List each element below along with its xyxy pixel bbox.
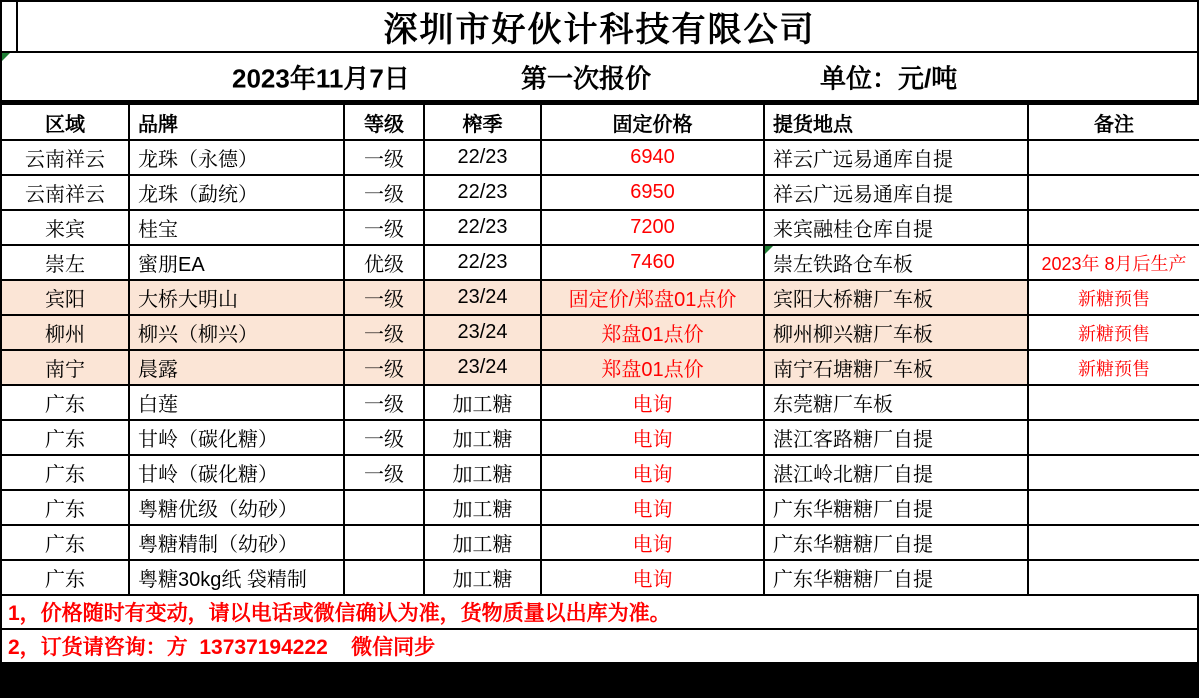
- error-flag-icon: [765, 246, 773, 254]
- cell-region: 南宁: [1, 350, 129, 385]
- table-row: [1, 210, 1199, 245]
- cell-price: 电询: [541, 385, 764, 420]
- cell-season: 22/23: [424, 140, 541, 175]
- cell-region: 广东: [1, 560, 129, 595]
- cell-remark: [1028, 455, 1199, 490]
- cell-price: 7200: [541, 210, 764, 245]
- table-row: [1, 245, 1199, 280]
- cell-season: 23/24: [424, 315, 541, 350]
- cell-price: 电询: [541, 420, 764, 455]
- cell-price: 电询: [541, 525, 764, 560]
- table-row: [1, 490, 1199, 525]
- cell-brand: 晨露: [129, 350, 344, 385]
- cell-location: 广东华糖糖厂自提: [764, 525, 1028, 560]
- column-header-brand: 品牌: [129, 104, 344, 140]
- cell-brand: 大桥大明山: [129, 280, 344, 315]
- cell-grade: [344, 560, 424, 595]
- cell-location: 广东华糖糖厂自提: [764, 490, 1028, 525]
- cell-brand: 桂宝: [129, 210, 344, 245]
- cell-season: 加工糖: [424, 490, 541, 525]
- column-header-remark: 备注: [1028, 104, 1199, 140]
- unit-label: 单位：元/吨: [820, 63, 958, 93]
- cell-region: 宾阳: [1, 280, 129, 315]
- cell-season: 22/23: [424, 210, 541, 245]
- cell-season: 23/24: [424, 350, 541, 385]
- cell-location: 宾阳大桥糖厂车板: [764, 280, 1028, 315]
- footer-note-1: 1，价格随时有变动，请以电话或微信确认为准，货物质量以出库为准。: [0, 596, 1199, 630]
- cell-region: 来宾: [1, 210, 129, 245]
- cell-region: 崇左: [1, 245, 129, 280]
- cell-season: 加工糖: [424, 455, 541, 490]
- cell-brand: 柳兴（柳兴）: [129, 315, 344, 350]
- cell-remark: [1028, 175, 1199, 210]
- title-cell-divider: [16, 2, 18, 51]
- cell-price: 固定价/郑盘01点价: [541, 280, 764, 315]
- price-table: [0, 103, 1199, 596]
- cell-grade: 一级: [344, 280, 424, 315]
- column-header-price: 固定价格: [541, 104, 764, 140]
- cell-brand: 蜜朋EA: [129, 245, 344, 280]
- quote-round: 第一次报价: [521, 63, 652, 93]
- title-row: [0, 0, 1199, 53]
- cell-remark: [1028, 420, 1199, 455]
- cell-region: 广东: [1, 420, 129, 455]
- cell-remark: [1028, 560, 1199, 595]
- cell-season: 23/24: [424, 280, 541, 315]
- cell-location: 祥云广远易通库自提: [764, 175, 1028, 210]
- table-row: [1, 140, 1199, 175]
- cell-brand: 粤糖精制（幼砂）: [129, 525, 344, 560]
- cell-remark: [1028, 490, 1199, 525]
- cell-price: 6940: [541, 140, 764, 175]
- cell-grade: 一级: [344, 350, 424, 385]
- cell-remark: 新糖预售: [1028, 315, 1199, 350]
- table-row: [1, 560, 1199, 595]
- table-row: [1, 280, 1199, 315]
- cell-season: 加工糖: [424, 560, 541, 595]
- table-row: [1, 455, 1199, 490]
- cell-flag-icon: [2, 53, 10, 61]
- cell-region: 广东: [1, 455, 129, 490]
- cell-grade: 一级: [344, 210, 424, 245]
- cell-location: 湛江客路糖厂自提: [764, 420, 1028, 455]
- cell-price: 郑盘01点价: [541, 315, 764, 350]
- column-header-season: 榨季: [424, 104, 541, 140]
- cell-season: 加工糖: [424, 385, 541, 420]
- table-header-row: [1, 104, 1199, 140]
- cell-region: 云南祥云: [1, 175, 129, 210]
- cell-location: 崇左铁路仓车板: [764, 245, 1028, 280]
- company-title: 深圳市好伙计科技有限公司: [383, 11, 816, 49]
- cell-price: 电询: [541, 455, 764, 490]
- table-row: [1, 175, 1199, 210]
- cell-brand: 龙珠（勐统）: [129, 175, 344, 210]
- cell-brand: 龙珠（永德）: [129, 140, 344, 175]
- table-row: [1, 315, 1199, 350]
- cell-brand: 甘岭（碳化糖）: [129, 420, 344, 455]
- cell-season: 加工糖: [424, 420, 541, 455]
- cell-price: 郑盘01点价: [541, 350, 764, 385]
- cell-remark: 2023年 8月后生产: [1028, 245, 1199, 280]
- cell-remark: 新糖预售: [1028, 280, 1199, 315]
- cell-region: 广东: [1, 525, 129, 560]
- cell-season: 加工糖: [424, 525, 541, 560]
- column-header-region: 区域: [1, 104, 129, 140]
- cell-region: 广东: [1, 490, 129, 525]
- footer-note-2: 2，订货请咨询：方 13737194222 微信同步: [0, 630, 1199, 664]
- quote-date: 2023年11月7日: [232, 63, 410, 93]
- cell-location: 广东华糖糖厂自提: [764, 560, 1028, 595]
- cell-price: 7460: [541, 245, 764, 280]
- cell-remark: [1028, 525, 1199, 560]
- cell-grade: [344, 490, 424, 525]
- cell-location: 南宁石塘糖厂车板: [764, 350, 1028, 385]
- cell-grade: 一级: [344, 455, 424, 490]
- cell-grade: 一级: [344, 315, 424, 350]
- cell-grade: 一级: [344, 140, 424, 175]
- table-row: [1, 525, 1199, 560]
- cell-brand: 甘岭（碳化糖）: [129, 455, 344, 490]
- cell-price: 电询: [541, 560, 764, 595]
- cell-location: 来宾融桂仓库自提: [764, 210, 1028, 245]
- table-body: [1, 140, 1199, 595]
- table-row: [1, 350, 1199, 385]
- cell-region: 柳州: [1, 315, 129, 350]
- column-header-grade: 等级: [344, 104, 424, 140]
- cell-remark: 新糖预售: [1028, 350, 1199, 385]
- cell-season: 22/23: [424, 245, 541, 280]
- cell-region: 广东: [1, 385, 129, 420]
- table-row: [1, 385, 1199, 420]
- cell-grade: 一级: [344, 175, 424, 210]
- cell-remark: [1028, 385, 1199, 420]
- table-row: [1, 420, 1199, 455]
- cell-grade: [344, 525, 424, 560]
- cell-grade: 一级: [344, 420, 424, 455]
- subtitle-row: [0, 53, 1199, 103]
- cell-remark: [1028, 140, 1199, 175]
- cell-price: 电询: [541, 490, 764, 525]
- column-header-location: 提货地点: [764, 104, 1028, 140]
- cell-season: 22/23: [424, 175, 541, 210]
- cell-grade: 一级: [344, 385, 424, 420]
- cell-location: 湛江岭北糖厂自提: [764, 455, 1028, 490]
- cell-brand: 粤糖优级（幼砂）: [129, 490, 344, 525]
- cell-price: 6950: [541, 175, 764, 210]
- cell-brand: 粤糖30kg纸 袋精制: [129, 560, 344, 595]
- cell-grade: 优级: [344, 245, 424, 280]
- cell-brand: 白莲: [129, 385, 344, 420]
- cell-location: 祥云广远易通库自提: [764, 140, 1028, 175]
- cell-location: 东莞糖厂车板: [764, 385, 1028, 420]
- bottom-edge-bar: [0, 664, 1199, 698]
- cell-remark: [1028, 210, 1199, 245]
- cell-region: 云南祥云: [1, 140, 129, 175]
- cell-location: 柳州柳兴糖厂车板: [764, 315, 1028, 350]
